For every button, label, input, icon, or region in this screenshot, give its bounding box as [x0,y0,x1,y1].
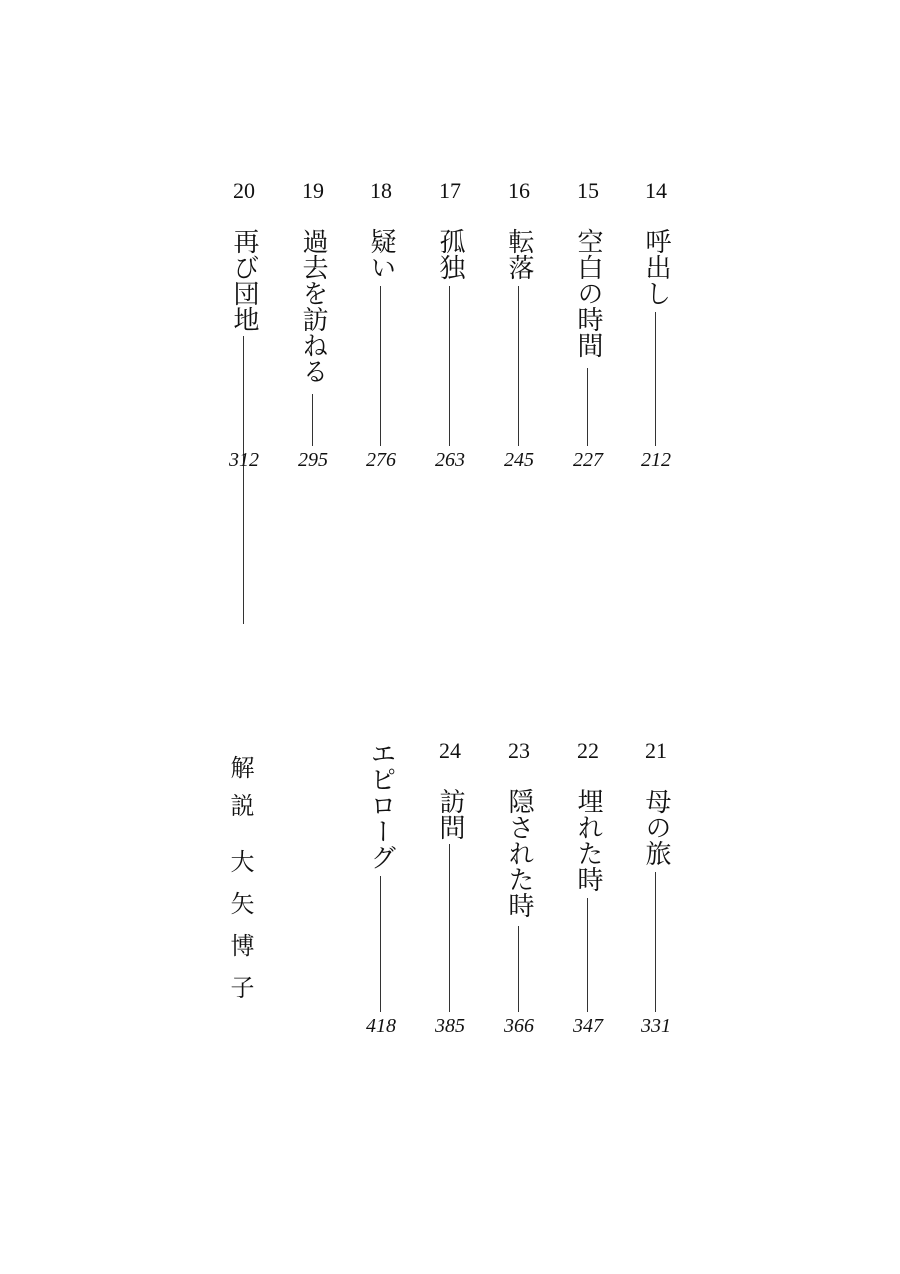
toc-entry-19 [279,180,347,480]
chapter-number: 16 [508,178,530,203]
chapter-number: 24 [439,738,461,763]
page-number: 245 [504,449,534,471]
page-number: 418 [366,1015,396,1037]
chapter-title: 再び団地 [229,228,259,332]
leader-line [518,286,519,446]
leader-line [587,898,588,1012]
page-number: 227 [573,449,603,471]
chapter-title: 隠された時 [504,788,534,918]
chapter-title: 空白の時間 [573,228,603,358]
toc-entry-20 [210,180,278,480]
leader-line [449,286,450,446]
page-number: 263 [435,449,465,471]
page-number: 312 [229,449,259,471]
chapter-number: 22 [577,738,599,763]
chapter-number: 15 [577,178,599,203]
leader-line [655,312,656,446]
leader-line [380,876,381,1012]
chapter-number: 14 [645,178,667,203]
toc-entry-22 [554,740,622,1040]
page-number: 347 [573,1015,603,1037]
leader-line [587,368,588,446]
leader-line [449,844,450,1012]
chapter-title: 転落 [504,228,534,280]
chapter-number: 19 [302,178,324,203]
toc-entry-16 [485,180,553,480]
chapter-number: 23 [508,738,530,763]
page-number: 212 [641,449,671,471]
chapter-title: 疑い [366,228,396,280]
page-number: 276 [366,449,396,471]
page-number: 366 [504,1015,534,1037]
commentary-author: 大矢博子 [226,849,254,1017]
leader-line [518,926,519,1012]
chapter-number: 20 [233,178,255,203]
chapter-title: 過去を訪ねる [298,228,328,384]
toc-entry-15 [554,180,622,480]
chapter-number: 21 [645,738,667,763]
chapter-number: 18 [370,178,392,203]
toc-entry-14 [622,180,690,480]
chapter-title: 埋れた時 [573,788,603,892]
toc-entry-17 [416,180,484,480]
chapter-title: 訪問 [435,788,465,840]
page-number: 385 [435,1015,465,1037]
chapter-title: 母の旅 [641,788,671,866]
commentary-credit [206,755,274,1017]
chapter-title: 孤独 [435,228,465,280]
commentary-label: 解説 [226,755,254,831]
toc-entry-23 [485,740,553,1040]
toc-entry-21 [622,740,690,1040]
page-number: 295 [298,449,328,471]
chapter-title: 呼出し [641,228,671,306]
chapter-title: エピローグ [366,740,396,870]
toc-entry-epilogue [347,740,415,1040]
leader-line [243,336,244,624]
leader-line [655,872,656,1012]
toc-entry-18 [347,180,415,480]
toc-entry-24 [416,740,484,1040]
page-number: 331 [641,1015,671,1037]
leader-line [312,394,313,446]
leader-line [380,286,381,446]
chapter-number: 17 [439,178,461,203]
